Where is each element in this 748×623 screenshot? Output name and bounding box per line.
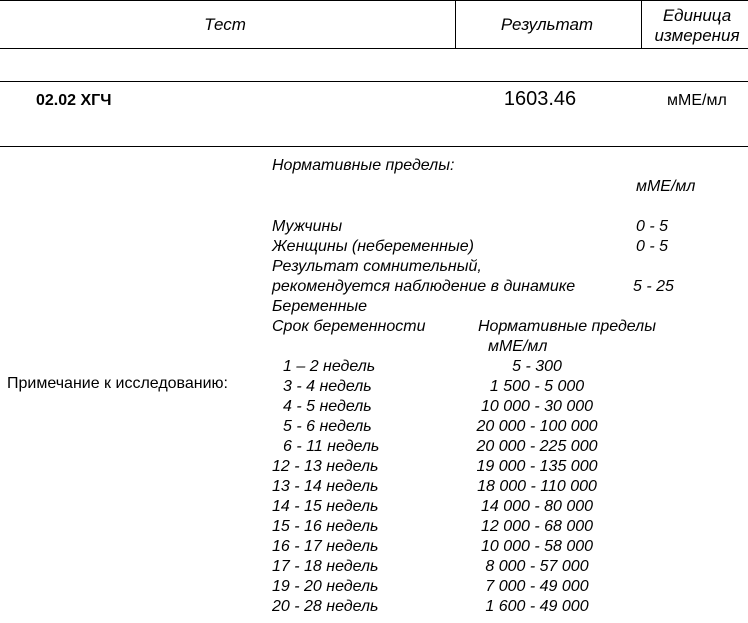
col-divider-1 (455, 0, 456, 48)
norm-header: Нормативные пределы (478, 318, 656, 335)
header-bottom-border (0, 48, 748, 49)
norm-header-unit: мМЕ/мл (488, 338, 548, 355)
week-term: 20 - 28 недель (272, 598, 379, 615)
pregnant-label: Беременные (272, 298, 368, 315)
week-term: 14 - 15 недель (272, 498, 379, 515)
note-label: Примечание к исследованию: (7, 375, 228, 392)
week-value: 1 600 - 49 000 (485, 598, 589, 615)
week-value: 20 000 - 100 000 (476, 418, 598, 435)
week-term: 12 - 13 недель (272, 458, 379, 475)
result-unit: мМЕ/мл (667, 92, 727, 109)
week-value: 12 000 - 68 000 (480, 518, 594, 535)
range-label-women: Женщины (небеременные) (272, 238, 474, 255)
week-value: 20 000 - 225 000 (476, 438, 598, 455)
week-term: 1 – 2 недель (283, 358, 376, 375)
week-term: 19 - 20 недель (272, 578, 379, 595)
week-value: 8 000 - 57 000 (485, 558, 589, 575)
range-label-men: Мужчины (272, 218, 343, 235)
term-header: Срок беременности (272, 318, 426, 335)
week-term: 4 - 5 недель (283, 398, 372, 415)
norm-unit: мМЕ/мл (636, 178, 696, 195)
week-value: 1 500 - 5 000 (489, 378, 585, 395)
row-bottom-border (0, 146, 748, 147)
week-value: 18 000 - 110 000 (477, 478, 597, 495)
doubtful-line2: рекомендуется наблюдение в динамике (272, 278, 576, 295)
week-value: 10 000 - 30 000 (480, 398, 594, 415)
header-unit-line1: Единица (662, 6, 732, 25)
result-value: 1603.46 (503, 88, 577, 110)
week-term: 5 - 6 недель (283, 418, 372, 435)
week-term: 15 - 16 недель (272, 518, 379, 535)
week-term: 17 - 18 недель (272, 558, 379, 575)
week-value: 10 000 - 58 000 (480, 538, 594, 555)
week-term: 13 - 14 недель (272, 478, 379, 495)
week-value: 14 000 - 80 000 (480, 498, 594, 515)
range-value-women: 0 - 5 (636, 238, 669, 255)
week-term: 16 - 17 недель (272, 538, 379, 555)
spacer-bottom-border (0, 81, 748, 82)
header-result: Результат (500, 15, 594, 34)
week-value: 7 000 - 49 000 (485, 578, 589, 595)
week-value: 19 000 - 135 000 (476, 458, 598, 475)
test-name: 02.02 ХГЧ (36, 92, 112, 109)
range-value-men: 0 - 5 (636, 218, 669, 235)
header-test: Тест (204, 15, 246, 34)
doubtful-line1: Результат сомнительный, (272, 258, 482, 275)
week-term: 6 - 11 недель (283, 438, 380, 455)
col-divider-2 (641, 0, 642, 48)
week-term: 3 - 4 недель (283, 378, 372, 395)
header-unit-line2: измерения (654, 26, 740, 45)
norm-title: Нормативные пределы: (272, 157, 455, 174)
header-top-border (0, 0, 748, 1)
doubtful-value: 5 - 25 (633, 278, 674, 295)
week-value: 5 - 300 (512, 358, 562, 375)
